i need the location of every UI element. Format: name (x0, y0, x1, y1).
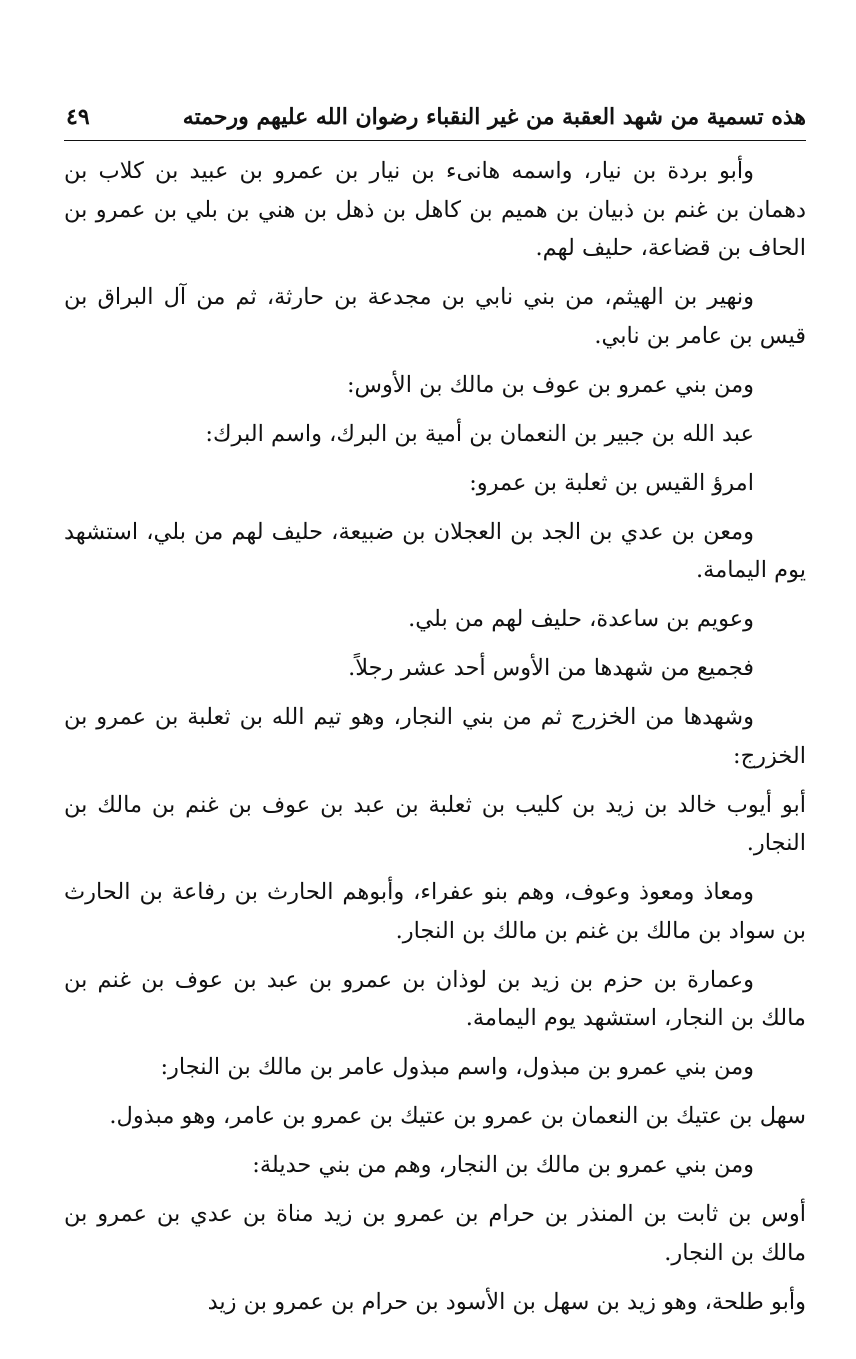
paragraph: أبو أيوب خالد بن زيد بن كليب بن ثعلبة بن عبد بن عوف بن غنم بن مالك بن النجار. (64, 791, 806, 856)
paragraph: أوس بن ثابت بن المنذر بن حرام بن عمرو بن زيد مناة بن عدي بن عمرو بن مالك بن النجار. (64, 1201, 806, 1266)
paragraph: ومن بني عمرو بن مبذول، واسم مبذول عامر بن مالك بن النجار: (160, 1054, 754, 1080)
paragraph: وعمارة بن حزم بن زيد بن لوذان بن عمرو بن عبد بن عوف بن غنم بن مالك بن النجار، استشهد يوم اليمامة. (64, 966, 806, 1031)
paragraph: ونهير بن الهيثم، من بني نابي بن مجدعة بن حارثة، ثم من آل البراق بن قيس بن عامر بن نابي. (64, 284, 806, 349)
paragraph: وشهدها من الخزرج ثم من بني النجار، وهو تيم الله بن ثعلبة بن عمرو بن الخزرج: (64, 704, 806, 769)
paragraph: وأبو طلحة، وهو زيد بن سهل بن الأسود بن حرام بن عمرو بن زيد (207, 1288, 806, 1315)
page-header (64, 100, 806, 141)
paragraph: وعويم بن ساعدة، حليف لهم من بلي. (408, 606, 754, 632)
paragraph: ومن بني عمرو بن مالك بن النجار، وهم من بني حديلة: (252, 1152, 754, 1178)
paragraph: وأبو بردة بن نيار، واسمه هانىء بن نيار بن عمرو بن عبيد بن كلاب بن دهمان بن غنم بن ذبيان بن هميم بن كاهل بن ذهل بن هني بن بلي بن عمرو بن الحاف بن قضاعة، حليف لهم. (64, 158, 806, 261)
paragraph: سهل بن عتيك بن النعمان بن عمرو بن عتيك بن عمرو بن عامر، وهو مبذول. (109, 1103, 806, 1129)
paragraph: ومن بني عمرو بن عوف بن مالك بن الأوس: (346, 371, 754, 398)
body-text (64, 152, 806, 1332)
page-number: ٤٩ (66, 104, 90, 130)
paragraph: ومعن بن عدي بن الجد بن العجلان بن ضبيعة، حليف لهم من بلي، استشهد يوم اليمامة. (64, 518, 806, 583)
paragraph: فجميع من شهدها من الأوس أحد عشر رجلاً. (348, 655, 754, 681)
paragraph: عبد الله بن جبير بن النعمان بن أمية بن البرك، واسم البرك: (205, 420, 754, 447)
running-title: هذه تسمية من شهد العقبة من غير النقباء رضوان الله عليهم ورحمته (182, 104, 806, 130)
paragraph: امرؤ القيس بن ثعلبة بن عمرو: (469, 469, 754, 496)
paragraph: ومعاذ ومعوذ وعوف، وهم بنو عفراء، وأبوهم الحارث بن رفاعة بن الحارث بن سواد بن مالك بن غنم بن مالك بن النجار. (64, 879, 806, 944)
